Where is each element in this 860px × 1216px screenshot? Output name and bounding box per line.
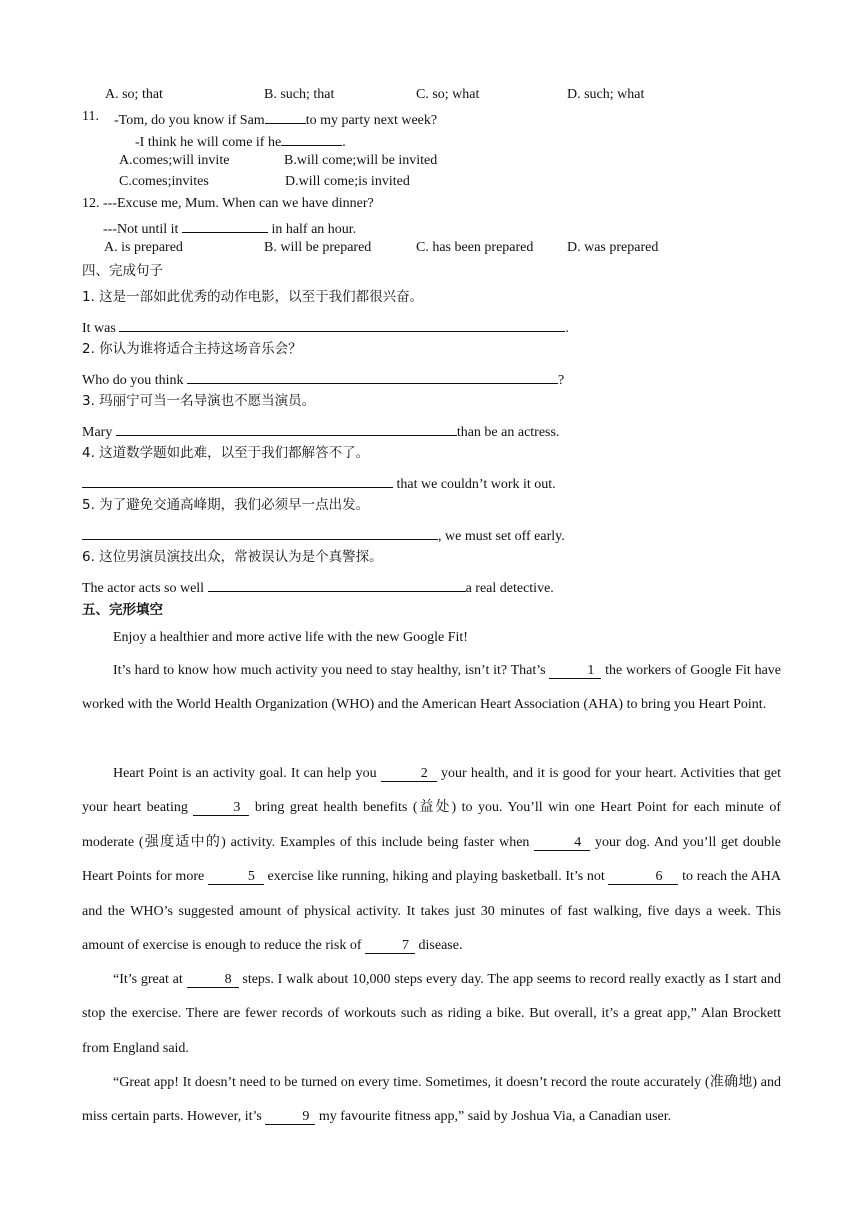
- blank-9: 9: [265, 1109, 315, 1125]
- q11-number: 11.: [82, 109, 99, 124]
- s4-item-3-english: Mary than be an actress.: [82, 420, 559, 442]
- blank-7: 7: [365, 938, 415, 954]
- cloze-paragraph-3: “It’s great at 8 steps. I walk about 10,000 steps every day. The app seems to record really exactly as I start and stop the exercise. There are fewer records of workouts such as riding a bike. But overall, it’s a great app,” Alan Brockett from England said.: [82, 972, 782, 1056]
- s4-item-3-chinese: 3. 玛丽宁可当一名导演也不愿当演员。: [82, 393, 316, 409]
- section-4-title: 四、完成句子: [82, 263, 163, 279]
- blank-4: 4: [534, 835, 590, 851]
- q11-line-1: -Tom, do you know if Sam to my party next week?: [114, 108, 437, 130]
- q12-line-1: 12. ---Excuse me, Mum. When can we have dinner?: [82, 196, 374, 211]
- q11-option-a: A.comes;will invite: [119, 153, 230, 168]
- cloze-paragraph-1: It’s hard to know how much activity you need to stay healthy, isn’t it? That’s 1 the workers of Google Fit have worked with the World Health Organization (WHO) and the American Heart Association (AHA) to bring you Heart Point.: [82, 663, 781, 713]
- q12-option-c: C. has been prepared: [416, 240, 534, 255]
- q11-line-2: -I think he will come if he .: [135, 130, 346, 152]
- q12-option-d: D. was prepared: [567, 240, 659, 255]
- s4-item-5-english: , we must set off early.: [82, 524, 565, 546]
- s4-item-6-english: The actor acts so well a real detective.: [82, 576, 554, 598]
- s4-item-1-english: It was .: [82, 316, 569, 338]
- cloze-intro: Enjoy a healthier and more active life with the new Google Fit!: [113, 630, 468, 645]
- q11-option-b: B.will come;will be invited: [284, 153, 438, 168]
- q12-option-a: A. is prepared: [104, 240, 183, 255]
- q10-option-b: B. such; that: [264, 87, 335, 102]
- blank-6: 6: [608, 869, 678, 885]
- q10-option-a: A. so; that: [105, 87, 163, 102]
- s4-item-2-chinese: 2. 你认为谁将适合主持这场音乐会？: [82, 341, 302, 357]
- cloze-paragraph-4: “Great app! It doesn’t need to be turned on every time. Sometimes, it doesn’t record the route accurately (准确地) and miss certain parts. However, it’s 9 my favourite fitness app,” said by Joshua Via, a Canadian user.: [82, 1075, 781, 1125]
- blank-5: 5: [208, 869, 264, 885]
- q10-option-d: D. such; what: [567, 87, 645, 102]
- q12-option-b: B. will be prepared: [264, 240, 372, 255]
- blank-3: 3: [193, 800, 249, 816]
- blank-2: 2: [381, 766, 437, 782]
- q12-line-2: ---Not until it in half an hour.: [103, 217, 356, 239]
- blank-1: 1: [549, 663, 601, 679]
- section-5-title: 五、完形填空: [82, 602, 163, 618]
- blank-8: 8: [187, 972, 239, 988]
- s4-item-2-english: Who do you think ?: [82, 368, 564, 390]
- s4-item-4-english: that we couldn’t work it out.: [82, 472, 556, 494]
- s4-item-1-chinese: 1. 这是一部如此优秀的动作电影，以至于我们都很兴奋。: [82, 289, 424, 305]
- s4-item-4-chinese: 4. 这道数学题如此难，以至于我们都解答不了。: [82, 445, 370, 461]
- q11-option-d: D.will come;is invited: [285, 174, 410, 189]
- s4-item-5-chinese: 5. 为了避免交通高峰期，我们必须早一点出发。: [82, 497, 370, 513]
- q10-option-c: C. so; what: [416, 87, 480, 102]
- q11-option-c: C.comes;invites: [119, 174, 209, 189]
- cloze-paragraph-2: Heart Point is an activity goal. It can help you 2 your health, and it is good for your heart. Activities that get your heart beating 3 bring great health benefits (益处) to you. You’ll win one Heart Point for each minute of moderate (强度适中的) activity. Examples of this include being faster when 4 your dog. And you’ll get double Heart Points for more 5 exercise like running, hiking and playing basketball. It’s not 6 to reach the AHA and the WHO’s suggested amount of physical activity. It takes just 30 minutes of fast walking, five days a week. This amount of exercise is enough to reduce the risk of 7 disease.: [82, 766, 782, 954]
- s4-item-6-chinese: 6. 这位男演员演技出众，常被误认为是个真警探。: [82, 549, 383, 565]
